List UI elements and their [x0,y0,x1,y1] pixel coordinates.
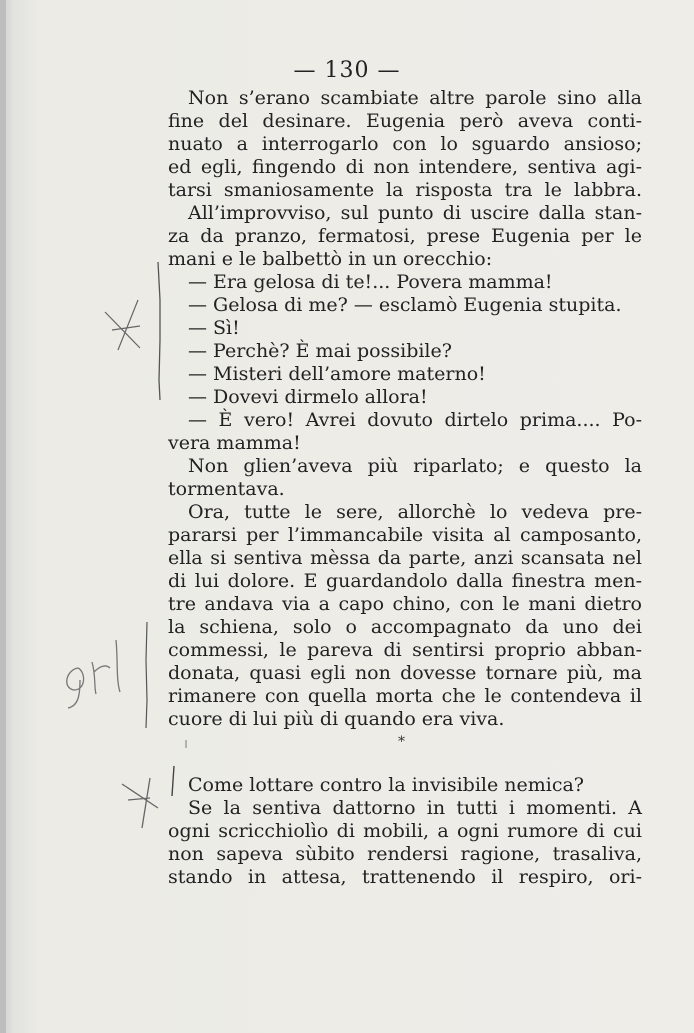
text-line: stando in attesa, trattenendo il respiro, ori- [168,866,642,888]
text-line: ogni scricchiolìo di mobili, a ogni rumore di cui [168,820,642,842]
section-break-asterisk: * [398,734,405,750]
text-line: la schiena, solo o accompagnato da uno dei [168,616,642,638]
dialogue-line: — Sì! [188,317,240,339]
text-line: All’improvviso, sul punto di uscire dalla stan- [188,202,642,224]
text-line: cuore di lui più di quando era viva. [168,708,505,730]
text-line: Non glien’aveva più riparlato; e questo la [188,455,642,477]
text-line: Se la sentiva dattorno in tutti i momenti. A [188,797,642,819]
text-line: Come lottare contro la invisibile nemica? [188,774,584,796]
text-line: donata, quasi egli non dovesse tornare più, ma [168,662,642,684]
text-line: commessi, le pareva di sentirsi proprio abban- [168,639,642,661]
text-line: Ora, tutte le sere, allorchè lo vedeva pre- [188,501,642,523]
body-text-bottom [168,774,642,889]
margin-bracket-line-dialogue [158,262,160,400]
text-line: ed egli, fingendo di non intendere, sentiva agi- [168,156,642,178]
text-line: non sapeva sùbito rendersi ragione, trasaliva, [168,843,642,865]
text-line: za da pranzo, fermatosi, prese Eugenia per le [168,225,642,247]
text-line: tarsi smaniosamente la risposta tra le labbra. [168,179,642,201]
text-line: pararsi per l’immancabile visita al camposanto, [168,524,642,546]
dialogue-line: — Gelosa di me? — esclamò Eugenia stupita. [188,294,622,316]
margin-bracket-line-paragraph [146,622,147,728]
margin-cross-mark-icon-2 [122,778,158,828]
dialogue-line: — Dovevi dirmelo allora! [188,386,428,408]
text-line: fine del desinare. Eugenia però aveva conti- [168,110,642,132]
dialogue-line: — Perchè? È mai possibile? [188,340,452,362]
dialogue-line: vera mamma! [168,432,301,454]
text-line: di lui dolore. E guardandolo dalla finestra men- [168,570,642,592]
dialogue-line: — Misteri dell’amore materno! [188,363,486,385]
text-line: tormentava. [168,478,285,500]
body-text-top [168,87,642,731]
page-gutter [0,0,6,1033]
margin-cross-mark-icon [105,300,140,350]
text-line: mani e le balbettò in un orecchio: [168,248,493,270]
text-line: rimanere con quella morta che le contendeva il [168,685,642,707]
dialogue-line: — Era gelosa di te!... Povera mamma! [188,271,553,293]
text-line: tre andava via a capo chino, con le mani dietro [168,593,642,615]
text-line: Non s’erano scambiate altre parole sino alla [188,87,642,109]
text-line: ella si sentiva mèssa da parte, anzi scansata nel [168,547,642,569]
dialogue-line: — È vero! Avrei dovuto dirtelo prima.... Po- [188,409,642,431]
text-line: nuato a interrogarlo con lo sguardo ansioso; [168,133,642,155]
handwritten-note-scribble [67,640,120,708]
page-number: — 130 — [293,58,401,83]
